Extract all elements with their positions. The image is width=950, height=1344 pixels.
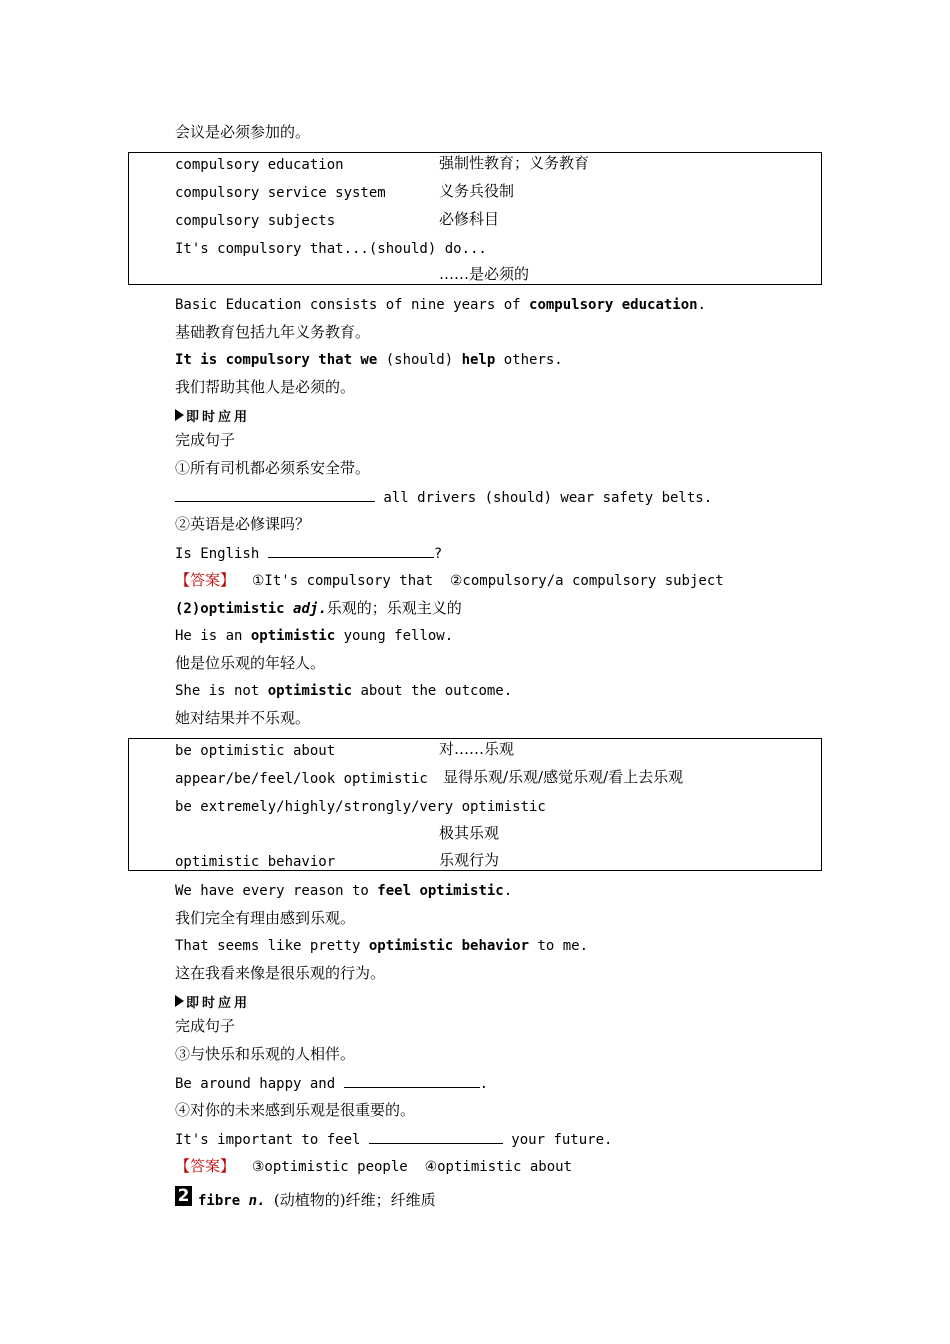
phrase-box-optimistic (128, 738, 822, 871)
triangle-icon (175, 995, 184, 1007)
answer-line: 【答案】 ①It's compulsory that ②compulsory/a compulsory subject (175, 571, 724, 589)
example-sentence-en: He is an optimistic young fellow. (175, 628, 454, 644)
example-sentence-cn: 他是位乐观的年轻人。 (175, 654, 326, 672)
phrase-en: be optimistic about (175, 743, 336, 759)
answer-blank[interactable] (344, 1073, 480, 1088)
phrase-en: appear/be/feel/look optimistic (175, 771, 428, 787)
example-sentence-en: We have every reason to feel optimistic. (175, 883, 513, 899)
phrase-cn: 极其乐观 (439, 824, 500, 842)
answer-blank[interactable] (268, 543, 434, 558)
phrase-box-compulsory (128, 152, 822, 285)
answer-blank[interactable] (369, 1129, 503, 1144)
phrase-cn: 显得乐观/乐观/感觉乐观/看上去乐观 (443, 768, 684, 786)
answer-blank[interactable] (175, 487, 375, 502)
example-sentence-en: It is compulsory that we (should) help others. (175, 352, 563, 368)
example-sentence-en: She is not optimistic about the outcome. (175, 683, 513, 699)
phrase-en: It's compulsory that...(should) do... (175, 241, 487, 257)
question-cn: ②英语是必修课吗？ (175, 515, 311, 533)
example-sentence-cn: 这在我看来像是很乐观的行为。 (175, 964, 386, 982)
example-sentence-cn: 基础教育包括九年义务教育。 (175, 323, 371, 341)
example-sentence-en: That seems like pretty optimistic behavior to me. (175, 938, 589, 954)
phrase-cn: 义务兵役制 (439, 182, 515, 200)
example-sentence-cn: 我们完全有理由感到乐观。 (175, 909, 356, 927)
intro-sentence: 会议是必须参加的。 (175, 123, 311, 141)
phrase-cn: 对……乐观 (439, 740, 515, 758)
question-en: Be around happy and . (175, 1073, 488, 1094)
example-sentence-cn: 她对结果并不乐观。 (175, 709, 311, 727)
phrase-en: be extremely/highly/strongly/very optimistic (175, 799, 546, 815)
phrase-en: compulsory education (175, 157, 344, 173)
phrase-en: optimistic behavior (175, 854, 336, 870)
question-en: Is English ? (175, 543, 442, 564)
complete-label: 完成句子 (175, 1017, 236, 1035)
phrase-cn: 必修科目 (439, 210, 500, 228)
question-en: It's important to feel your future. (175, 1129, 612, 1150)
phrase-en: compulsory service system (175, 185, 386, 201)
apply-heading: 即时应用 (175, 993, 250, 1009)
question-cn: ①所有司机都必须系安全带。 (175, 459, 371, 477)
complete-label: 完成句子 (175, 431, 236, 449)
answer-label: 【答案】 (175, 571, 236, 589)
item-number-badge: 2 (175, 1186, 192, 1206)
phrase-cn: ……是必须的 (439, 265, 530, 283)
example-sentence-en: Basic Education consists of nine years of compulsory education. (175, 297, 707, 313)
question-cn: ④对你的未来感到乐观是很重要的。 (175, 1101, 416, 1119)
answer-label: 【答案】 (175, 1157, 236, 1175)
answer-line: 【答案】 ③optimistic people ④optimistic about (175, 1157, 572, 1175)
phrase-cn: 乐观行为 (439, 851, 500, 869)
example-sentence-cn: 我们帮助其他人是必须的。 (175, 378, 356, 396)
question-en: all drivers (should) wear safety belts. (175, 487, 712, 508)
phrase-en: compulsory subjects (175, 213, 336, 229)
triangle-icon (175, 409, 184, 421)
apply-heading: 即时应用 (175, 407, 250, 423)
item-heading: fibre n. (动植物的)纤维；纤维质 (198, 1191, 436, 1209)
section-heading: (2)optimistic adj.乐观的；乐观主义的 (175, 599, 462, 617)
phrase-cn: 强制性教育；义务教育 (439, 154, 590, 172)
question-cn: ③与快乐和乐观的人相伴。 (175, 1045, 356, 1063)
